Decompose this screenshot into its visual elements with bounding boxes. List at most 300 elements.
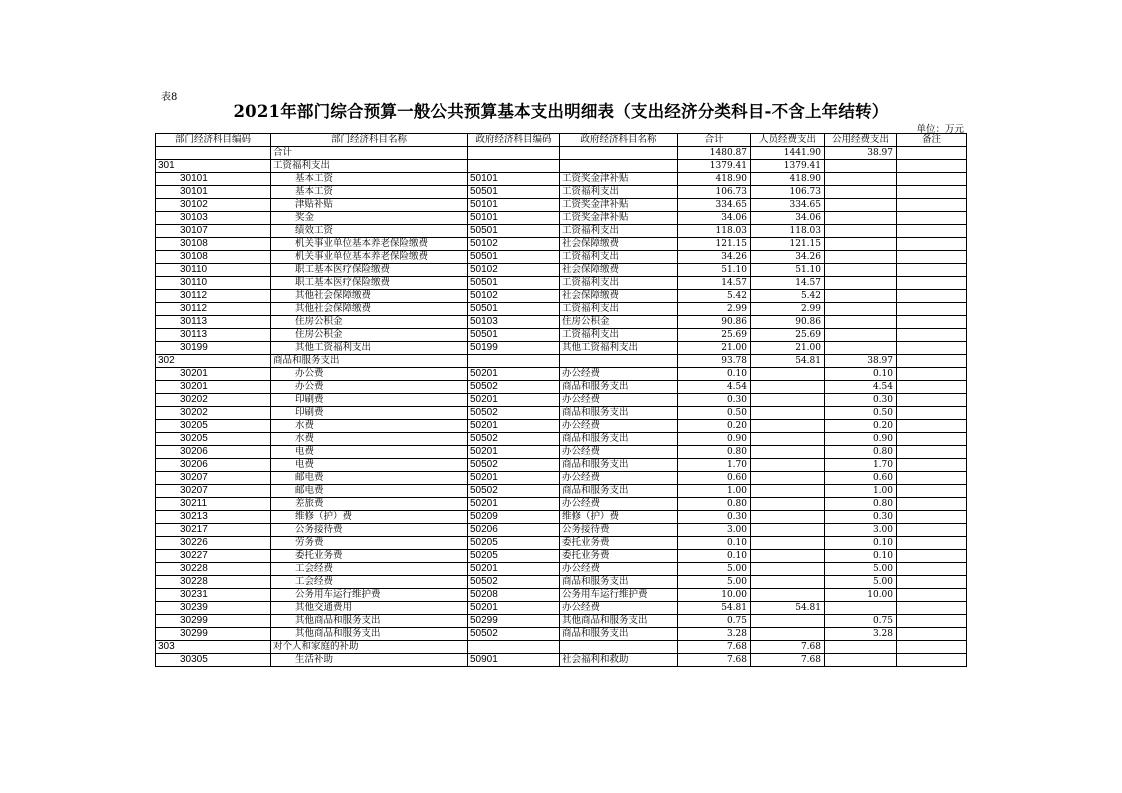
table-row [156, 264, 967, 277]
dept-name-cell: 电费 [271, 459, 468, 472]
table-row [156, 472, 967, 485]
dept-name-cell: 工会经费 [271, 576, 468, 589]
dept-name-cell: 印刷费 [271, 407, 468, 420]
public-cell: 0.30 [825, 394, 897, 407]
dept-code-cell: 30211 [156, 498, 271, 511]
gov-name-cell: 办公经费 [560, 602, 678, 615]
note-cell [897, 147, 967, 160]
personnel-cell [751, 459, 825, 472]
dept-code-cell: 30305 [156, 654, 271, 667]
dept-code-cell: 30112 [156, 290, 271, 303]
total-cell: 5.42 [678, 290, 751, 303]
note-cell [897, 212, 967, 225]
gov-code-cell [468, 641, 560, 654]
note-cell [897, 615, 967, 628]
dept-name-cell: 公务接待费 [271, 524, 468, 537]
dept-code-cell: 30101 [156, 173, 271, 186]
note-cell [897, 524, 967, 537]
gov-code-cell: 50102 [468, 290, 560, 303]
public-cell [825, 316, 897, 329]
personnel-cell: 5.42 [751, 290, 825, 303]
public-cell [825, 602, 897, 615]
total-cell: 118.03 [678, 225, 751, 238]
note-cell [897, 225, 967, 238]
personnel-cell: 1379.41 [751, 160, 825, 173]
dept-code-cell: 30110 [156, 264, 271, 277]
note-cell [897, 394, 967, 407]
personnel-cell: 51.10 [751, 264, 825, 277]
gov-name-cell: 工资奖金津补贴 [560, 173, 678, 186]
table-row [156, 381, 967, 394]
gov-name-cell: 办公经费 [560, 563, 678, 576]
gov-name-cell: 维修（护）费 [560, 511, 678, 524]
table-number: 表8 [161, 92, 178, 103]
public-cell [825, 264, 897, 277]
gov-name-cell [560, 147, 678, 160]
dept-name-cell: 职工基本医疗保险缴费 [271, 277, 468, 290]
note-cell [897, 342, 967, 355]
dept-code-cell: 30299 [156, 628, 271, 641]
personnel-cell: 34.06 [751, 212, 825, 225]
col-header-personnel: 人员经费支出 [751, 134, 825, 147]
personnel-cell [751, 394, 825, 407]
total-cell: 7.68 [678, 641, 751, 654]
unit-label: 单位：万元 [916, 124, 964, 135]
gov-code-cell: 50209 [468, 511, 560, 524]
public-cell: 0.75 [825, 615, 897, 628]
col-header-total: 合计 [678, 134, 751, 147]
total-cell: 1379.41 [678, 160, 751, 173]
gov-code-cell [468, 147, 560, 160]
personnel-cell [751, 563, 825, 576]
total-cell: 2.99 [678, 303, 751, 316]
gov-name-cell: 工资福利支出 [560, 251, 678, 264]
gov-code-cell: 50201 [468, 446, 560, 459]
budget-table [155, 133, 967, 667]
gov-code-cell: 50502 [468, 628, 560, 641]
total-cell: 90.86 [678, 316, 751, 329]
note-cell [897, 654, 967, 667]
note-cell [897, 628, 967, 641]
col-header-public: 公用经费支出 [825, 134, 897, 147]
dept-name-cell: 职工基本医疗保险缴费 [271, 264, 468, 277]
total-cell: 0.50 [678, 407, 751, 420]
dept-code-cell: 30113 [156, 316, 271, 329]
gov-code-cell: 50103 [468, 316, 560, 329]
table-row [156, 615, 967, 628]
dept-name-cell: 邮电费 [271, 472, 468, 485]
col-header-note: 备注 [897, 134, 967, 147]
personnel-cell [751, 407, 825, 420]
dept-code-cell [156, 147, 271, 160]
dept-code-cell: 302 [156, 355, 271, 368]
gov-name-cell: 工资奖金津补贴 [560, 212, 678, 225]
personnel-cell: 106.73 [751, 186, 825, 199]
note-cell [897, 160, 967, 173]
personnel-cell: 2.99 [751, 303, 825, 316]
total-cell: 0.10 [678, 550, 751, 563]
table-row [156, 238, 967, 251]
dept-name-cell: 水费 [271, 420, 468, 433]
gov-code-cell: 50205 [468, 537, 560, 550]
table-row [156, 420, 967, 433]
gov-name-cell: 社会福利和救助 [560, 654, 678, 667]
gov-name-cell: 公务接待费 [560, 524, 678, 537]
dept-code-cell: 30202 [156, 407, 271, 420]
note-cell [897, 303, 967, 316]
personnel-cell: 1441.90 [751, 147, 825, 160]
gov-code-cell: 50101 [468, 199, 560, 212]
gov-name-cell [560, 641, 678, 654]
personnel-cell [751, 420, 825, 433]
personnel-cell: 121.15 [751, 238, 825, 251]
public-cell: 1.00 [825, 485, 897, 498]
public-cell: 0.10 [825, 550, 897, 563]
table-row [156, 446, 967, 459]
dept-code-cell: 30228 [156, 563, 271, 576]
note-cell [897, 186, 967, 199]
dept-code-cell: 30103 [156, 212, 271, 225]
personnel-cell: 118.03 [751, 225, 825, 238]
col-header-gov-name: 政府经济科目名称 [560, 134, 678, 147]
note-cell [897, 641, 967, 654]
gov-code-cell: 50501 [468, 186, 560, 199]
dept-name-cell: 合计 [271, 147, 468, 160]
personnel-cell: 7.68 [751, 641, 825, 654]
public-cell [825, 251, 897, 264]
total-cell: 4.54 [678, 381, 751, 394]
gov-name-cell: 社会保障缴费 [560, 290, 678, 303]
dept-name-cell: 办公费 [271, 381, 468, 394]
personnel-cell [751, 524, 825, 537]
gov-name-cell: 工资福利支出 [560, 277, 678, 290]
dept-name-cell: 维修（护）费 [271, 511, 468, 524]
note-cell [897, 277, 967, 290]
total-cell: 0.10 [678, 368, 751, 381]
dept-name-cell: 邮电费 [271, 485, 468, 498]
total-cell: 0.20 [678, 420, 751, 433]
dept-name-cell: 其他商品和服务支出 [271, 615, 468, 628]
gov-name-cell: 其他工资福利支出 [560, 342, 678, 355]
table-row [156, 459, 967, 472]
public-cell [825, 160, 897, 173]
public-cell [825, 277, 897, 290]
public-cell [825, 225, 897, 238]
gov-code-cell: 50102 [468, 238, 560, 251]
personnel-cell: 25.69 [751, 329, 825, 342]
dept-code-cell: 30199 [156, 342, 271, 355]
table-row [156, 654, 967, 667]
total-cell: 106.73 [678, 186, 751, 199]
gov-name-cell: 社会保障缴费 [560, 238, 678, 251]
dept-code-cell: 30217 [156, 524, 271, 537]
gov-code-cell: 50501 [468, 251, 560, 264]
table-row [156, 342, 967, 355]
total-cell: 121.15 [678, 238, 751, 251]
total-cell: 10.00 [678, 589, 751, 602]
public-cell [825, 303, 897, 316]
gov-code-cell [468, 355, 560, 368]
gov-name-cell [560, 160, 678, 173]
gov-name-cell: 商品和服务支出 [560, 576, 678, 589]
table-row [156, 277, 967, 290]
table-row [156, 550, 967, 563]
table-row [156, 251, 967, 264]
note-cell [897, 589, 967, 602]
table-row [156, 602, 967, 615]
gov-name-cell: 商品和服务支出 [560, 459, 678, 472]
note-cell [897, 446, 967, 459]
public-cell [825, 186, 897, 199]
note-cell [897, 355, 967, 368]
personnel-cell: 54.81 [751, 602, 825, 615]
total-cell: 334.65 [678, 199, 751, 212]
public-cell: 0.20 [825, 420, 897, 433]
gov-name-cell: 办公经费 [560, 446, 678, 459]
dept-code-cell: 30205 [156, 420, 271, 433]
total-cell: 418.90 [678, 173, 751, 186]
gov-name-cell: 商品和服务支出 [560, 381, 678, 394]
gov-code-cell: 50102 [468, 264, 560, 277]
gov-code-cell: 50502 [468, 485, 560, 498]
public-cell [825, 199, 897, 212]
gov-name-cell: 工资福利支出 [560, 225, 678, 238]
dept-code-cell: 30112 [156, 303, 271, 316]
gov-name-cell: 办公经费 [560, 472, 678, 485]
gov-code-cell: 50502 [468, 576, 560, 589]
dept-name-cell: 基本工资 [271, 186, 468, 199]
dept-name-cell: 工资福利支出 [271, 160, 468, 173]
personnel-cell: 14.57 [751, 277, 825, 290]
note-cell [897, 550, 967, 563]
col-header-dept-name: 部门经济科目名称 [271, 134, 468, 147]
gov-code-cell: 50501 [468, 303, 560, 316]
gov-code-cell: 50206 [468, 524, 560, 537]
note-cell [897, 381, 967, 394]
total-cell: 5.00 [678, 563, 751, 576]
note-cell [897, 537, 967, 550]
public-cell: 38.97 [825, 147, 897, 160]
public-cell [825, 342, 897, 355]
public-cell: 3.00 [825, 524, 897, 537]
gov-code-cell: 50502 [468, 381, 560, 394]
page-title: 2021年部门综合预算一般公共预算基本支出明细表（支出经济分类科目-不含上年结转） [233, 102, 889, 121]
dept-name-cell: 电费 [271, 446, 468, 459]
gov-code-cell: 50201 [468, 498, 560, 511]
dept-code-cell: 30206 [156, 446, 271, 459]
table-row [156, 433, 967, 446]
total-cell: 0.80 [678, 498, 751, 511]
dept-code-cell: 30228 [156, 576, 271, 589]
dept-code-cell: 30231 [156, 589, 271, 602]
dept-code-cell: 30101 [156, 186, 271, 199]
gov-name-cell: 工资福利支出 [560, 303, 678, 316]
note-cell [897, 199, 967, 212]
dept-name-cell: 其他交通费用 [271, 602, 468, 615]
note-cell [897, 290, 967, 303]
gov-name-cell: 办公经费 [560, 420, 678, 433]
gov-code-cell: 50201 [468, 472, 560, 485]
personnel-cell [751, 615, 825, 628]
table-row [156, 511, 967, 524]
gov-name-cell: 办公经费 [560, 394, 678, 407]
dept-name-cell: 公务用车运行维护费 [271, 589, 468, 602]
dept-name-cell: 奖金 [271, 212, 468, 225]
note-cell [897, 563, 967, 576]
col-header-gov-code: 政府经济科目编码 [468, 134, 560, 147]
total-cell: 0.60 [678, 472, 751, 485]
dept-name-cell: 其他社会保障缴费 [271, 303, 468, 316]
table-row [156, 563, 967, 576]
dept-code-cell: 30110 [156, 277, 271, 290]
gov-code-cell: 50101 [468, 173, 560, 186]
gov-name-cell: 工资福利支出 [560, 186, 678, 199]
dept-name-cell: 印刷费 [271, 394, 468, 407]
dept-code-cell: 30201 [156, 381, 271, 394]
dept-name-cell: 绩效工资 [271, 225, 468, 238]
total-cell: 0.75 [678, 615, 751, 628]
gov-code-cell: 50901 [468, 654, 560, 667]
total-cell: 0.30 [678, 511, 751, 524]
gov-code-cell: 50501 [468, 225, 560, 238]
table-group-row [156, 160, 967, 173]
table-row [156, 212, 967, 225]
personnel-cell: 34.26 [751, 251, 825, 264]
public-cell [825, 212, 897, 225]
public-cell: 0.80 [825, 446, 897, 459]
table-row [156, 225, 967, 238]
public-cell [825, 641, 897, 654]
table-row [156, 576, 967, 589]
gov-code-cell: 50101 [468, 212, 560, 225]
gov-code-cell: 50299 [468, 615, 560, 628]
gov-code-cell: 50501 [468, 329, 560, 342]
table-total-row [156, 147, 967, 160]
total-cell: 25.69 [678, 329, 751, 342]
dept-name-cell: 其他工资福利支出 [271, 342, 468, 355]
note-cell [897, 329, 967, 342]
dept-name-cell: 商品和服务支出 [271, 355, 468, 368]
gov-name-cell: 社会保障缴费 [560, 264, 678, 277]
gov-code-cell: 50199 [468, 342, 560, 355]
dept-name-cell: 机关事业单位基本养老保险缴费 [271, 238, 468, 251]
total-cell: 51.10 [678, 264, 751, 277]
note-cell [897, 472, 967, 485]
gov-code-cell [468, 160, 560, 173]
dept-name-cell: 其他社会保障缴费 [271, 290, 468, 303]
personnel-cell [751, 628, 825, 641]
total-cell: 93.78 [678, 355, 751, 368]
dept-name-cell: 差旅费 [271, 498, 468, 511]
gov-code-cell: 50201 [468, 394, 560, 407]
public-cell [825, 173, 897, 186]
personnel-cell: 418.90 [751, 173, 825, 186]
personnel-cell [751, 589, 825, 602]
gov-name-cell: 委托业务费 [560, 550, 678, 563]
public-cell: 0.80 [825, 498, 897, 511]
table-row [156, 316, 967, 329]
dept-name-cell: 办公费 [271, 368, 468, 381]
dept-code-cell: 30205 [156, 433, 271, 446]
gov-name-cell: 住房公积金 [560, 316, 678, 329]
table-row [156, 537, 967, 550]
note-cell [897, 433, 967, 446]
dept-code-cell: 30113 [156, 329, 271, 342]
table-row [156, 589, 967, 602]
personnel-cell: 21.00 [751, 342, 825, 355]
total-cell: 5.00 [678, 576, 751, 589]
personnel-cell: 7.68 [751, 654, 825, 667]
gov-name-cell: 工资福利支出 [560, 329, 678, 342]
note-cell [897, 238, 967, 251]
gov-name-cell: 商品和服务支出 [560, 433, 678, 446]
dept-name-cell: 生活补助 [271, 654, 468, 667]
public-cell: 0.60 [825, 472, 897, 485]
table-body [156, 147, 967, 667]
note-cell [897, 264, 967, 277]
table-row [156, 498, 967, 511]
gov-code-cell: 50208 [468, 589, 560, 602]
public-cell: 38.97 [825, 355, 897, 368]
dept-code-cell: 30201 [156, 368, 271, 381]
gov-name-cell: 商品和服务支出 [560, 407, 678, 420]
gov-name-cell: 商品和服务支出 [560, 485, 678, 498]
gov-code-cell: 50502 [468, 407, 560, 420]
gov-name-cell: 委托业务费 [560, 537, 678, 550]
note-cell [897, 485, 967, 498]
total-cell: 34.06 [678, 212, 751, 225]
gov-name-cell: 其他商品和服务支出 [560, 615, 678, 628]
note-cell [897, 420, 967, 433]
gov-name-cell: 办公经费 [560, 498, 678, 511]
table-row [156, 199, 967, 212]
table-row [156, 368, 967, 381]
public-cell: 10.00 [825, 589, 897, 602]
total-cell: 14.57 [678, 277, 751, 290]
total-cell: 7.68 [678, 654, 751, 667]
note-cell [897, 459, 967, 472]
personnel-cell: 334.65 [751, 199, 825, 212]
dept-name-cell: 住房公积金 [271, 316, 468, 329]
public-cell: 0.10 [825, 368, 897, 381]
dept-code-cell: 30108 [156, 251, 271, 264]
personnel-cell [751, 433, 825, 446]
table-row [156, 407, 967, 420]
dept-name-cell: 水费 [271, 433, 468, 446]
table-row [156, 303, 967, 316]
dept-name-cell: 委托业务费 [271, 550, 468, 563]
public-cell: 1.70 [825, 459, 897, 472]
dept-code-cell: 301 [156, 160, 271, 173]
dept-name-cell: 津贴补贴 [271, 199, 468, 212]
note-cell [897, 368, 967, 381]
dept-code-cell: 30107 [156, 225, 271, 238]
dept-name-cell: 基本工资 [271, 173, 468, 186]
personnel-cell [751, 498, 825, 511]
personnel-cell [751, 446, 825, 459]
gov-code-cell: 50201 [468, 368, 560, 381]
gov-name-cell [560, 355, 678, 368]
public-cell [825, 290, 897, 303]
gov-name-cell: 工资奖金津补贴 [560, 199, 678, 212]
public-cell [825, 654, 897, 667]
gov-code-cell: 50205 [468, 550, 560, 563]
dept-code-cell: 30207 [156, 472, 271, 485]
table-row [156, 329, 967, 342]
col-header-dept-code: 部门经济科目编码 [156, 134, 271, 147]
note-cell [897, 316, 967, 329]
table-row [156, 524, 967, 537]
